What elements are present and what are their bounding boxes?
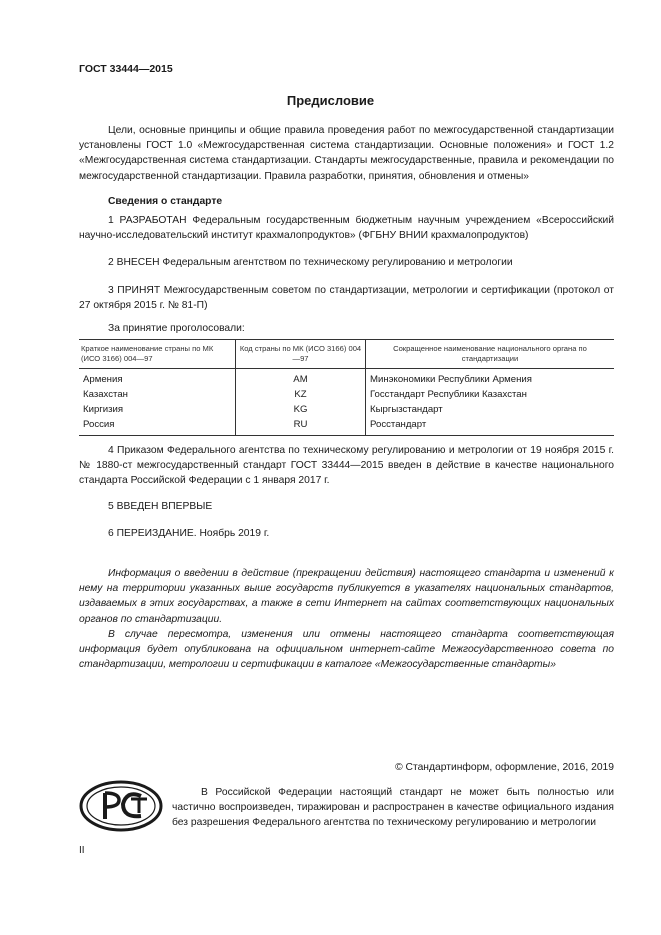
code-cell: KZ	[236, 387, 366, 402]
body-cell: Кыргызстандарт	[366, 402, 615, 417]
item-2-text: 2 ВНЕСЕН Федеральным агентством по техническому регулированию и метрологии	[108, 257, 513, 268]
table-row	[79, 417, 614, 432]
body-cell: Госстандарт Республики Казахстан	[366, 387, 615, 402]
country-cell: Киргизия	[83, 404, 124, 415]
notice-1	[79, 566, 614, 627]
item-4-text: 4 Приказом Федерального агентства по техническому регулированию и метрологии от 19 ноября 2015 г. № 1880-ст межгосударственный стандарт ГОСТ 33444—2015 введен в действие в качестве национального стандарта Российской Федерации с 1 января 2017 г.	[79, 445, 614, 487]
item-5	[79, 499, 614, 514]
notice-2	[79, 627, 614, 673]
info-heading-block	[79, 194, 614, 209]
item-3-text: 3 ПРИНЯТ Межгосударственным советом по стандартизации, метрологии и сертификации (протокол от 27 октября 2015 г. № 81-П)	[79, 285, 614, 312]
item-6-text: 6 ПЕРЕИЗДАНИЕ. Ноябрь 2019 г.	[108, 528, 270, 539]
info-heading: Сведения о стандарте	[108, 196, 223, 207]
rst-seal-icon	[79, 780, 163, 832]
document-code: ГОСТ 33444—2015	[79, 63, 173, 75]
reproduction-notice	[172, 785, 614, 831]
item-4	[79, 443, 614, 489]
intro-paragraph	[79, 123, 614, 184]
reproduction-notice-text: В Российской Федерации настоящий стандарт не может быть полностью или частично воспроизведен, тиражирован и распространен в качестве официального издания без разрешения Федерального агентства по техническому регулированию и метрологии	[172, 787, 614, 829]
code-cell: RU	[236, 417, 366, 432]
copyright: © Стандартинформ, оформление, 2016, 2019	[395, 762, 614, 773]
item-2	[79, 255, 614, 270]
page-number: II	[79, 845, 85, 856]
notice-1-text: Информация о введении в действие (прекращении действия) настоящего стандарта и изменений к нему на территории указанных выше государств публикуется в указателях национальных стандартов, издаваемых в этих государствах, а также в сети Интернет на сайтах соответствующих национальных органов по стандартизации.	[79, 568, 614, 625]
country-cell: Армения	[83, 374, 123, 385]
table-row	[79, 387, 614, 402]
notice-2-text: В случае пересмотра, изменения или отмены настоящего стандарта соответствующая информация будет опубликована на официальном интернет-сайте Межгосударственного совета по стандартизации, метрологии и сертификации в каталоге «Межгосударственные стандарты»	[79, 629, 614, 671]
item-3	[79, 283, 614, 313]
table-row	[79, 372, 614, 387]
item-6	[79, 526, 614, 541]
code-cell: KG	[236, 402, 366, 417]
country-cell: Россия	[83, 419, 115, 430]
vote-intro-text: За принятие проголосовали:	[108, 323, 245, 334]
vote-table-header-country: Краткое наименование страны по МК (ИСО 3166) 004—97	[79, 340, 236, 369]
intro-text: Цели, основные принципы и общие правила проведения работ по межгосударственной стандартизации установлены ГОСТ 1.0 «Межгосударственная система стандартизации. Основные положения» и ГОСТ 1.2 «Межгосударственная система стандартизации. Стандарты межгосударственные, правила и рекомендации по межгосударственной стандартизации. Правила разработки, принятия, обновления и отмены»	[79, 125, 614, 182]
vote-table	[79, 340, 614, 435]
item-5-text: 5 ВВЕДЕН ВПЕРВЫЕ	[108, 501, 213, 512]
item-1-text: 1 РАЗРАБОТАН Федеральным государственным бюджетным научным учреждением «Всероссийский научно-исследовательский институт крахмалопродуктов» (ФГБНУ ВНИИ крахмалопродуктов)	[79, 215, 614, 242]
code-cell: AM	[236, 372, 366, 387]
vote-table-header-code: Код страны по МК (ИСО 3166) 004—97	[236, 340, 366, 369]
vote-table-box	[79, 339, 614, 436]
vote-table-header-body: Сокращенное наименование национального органа по стандартизации	[366, 340, 615, 369]
table-row	[79, 402, 614, 417]
item-1	[79, 213, 614, 243]
body-cell: Минэкономики Республики Армения	[366, 372, 615, 387]
body-cell: Росстандарт	[366, 417, 615, 432]
page-title: Предисловие	[286, 93, 375, 108]
vote-intro	[79, 321, 614, 336]
vote-table-header-row	[79, 340, 614, 369]
country-cell: Казахстан	[83, 389, 128, 400]
